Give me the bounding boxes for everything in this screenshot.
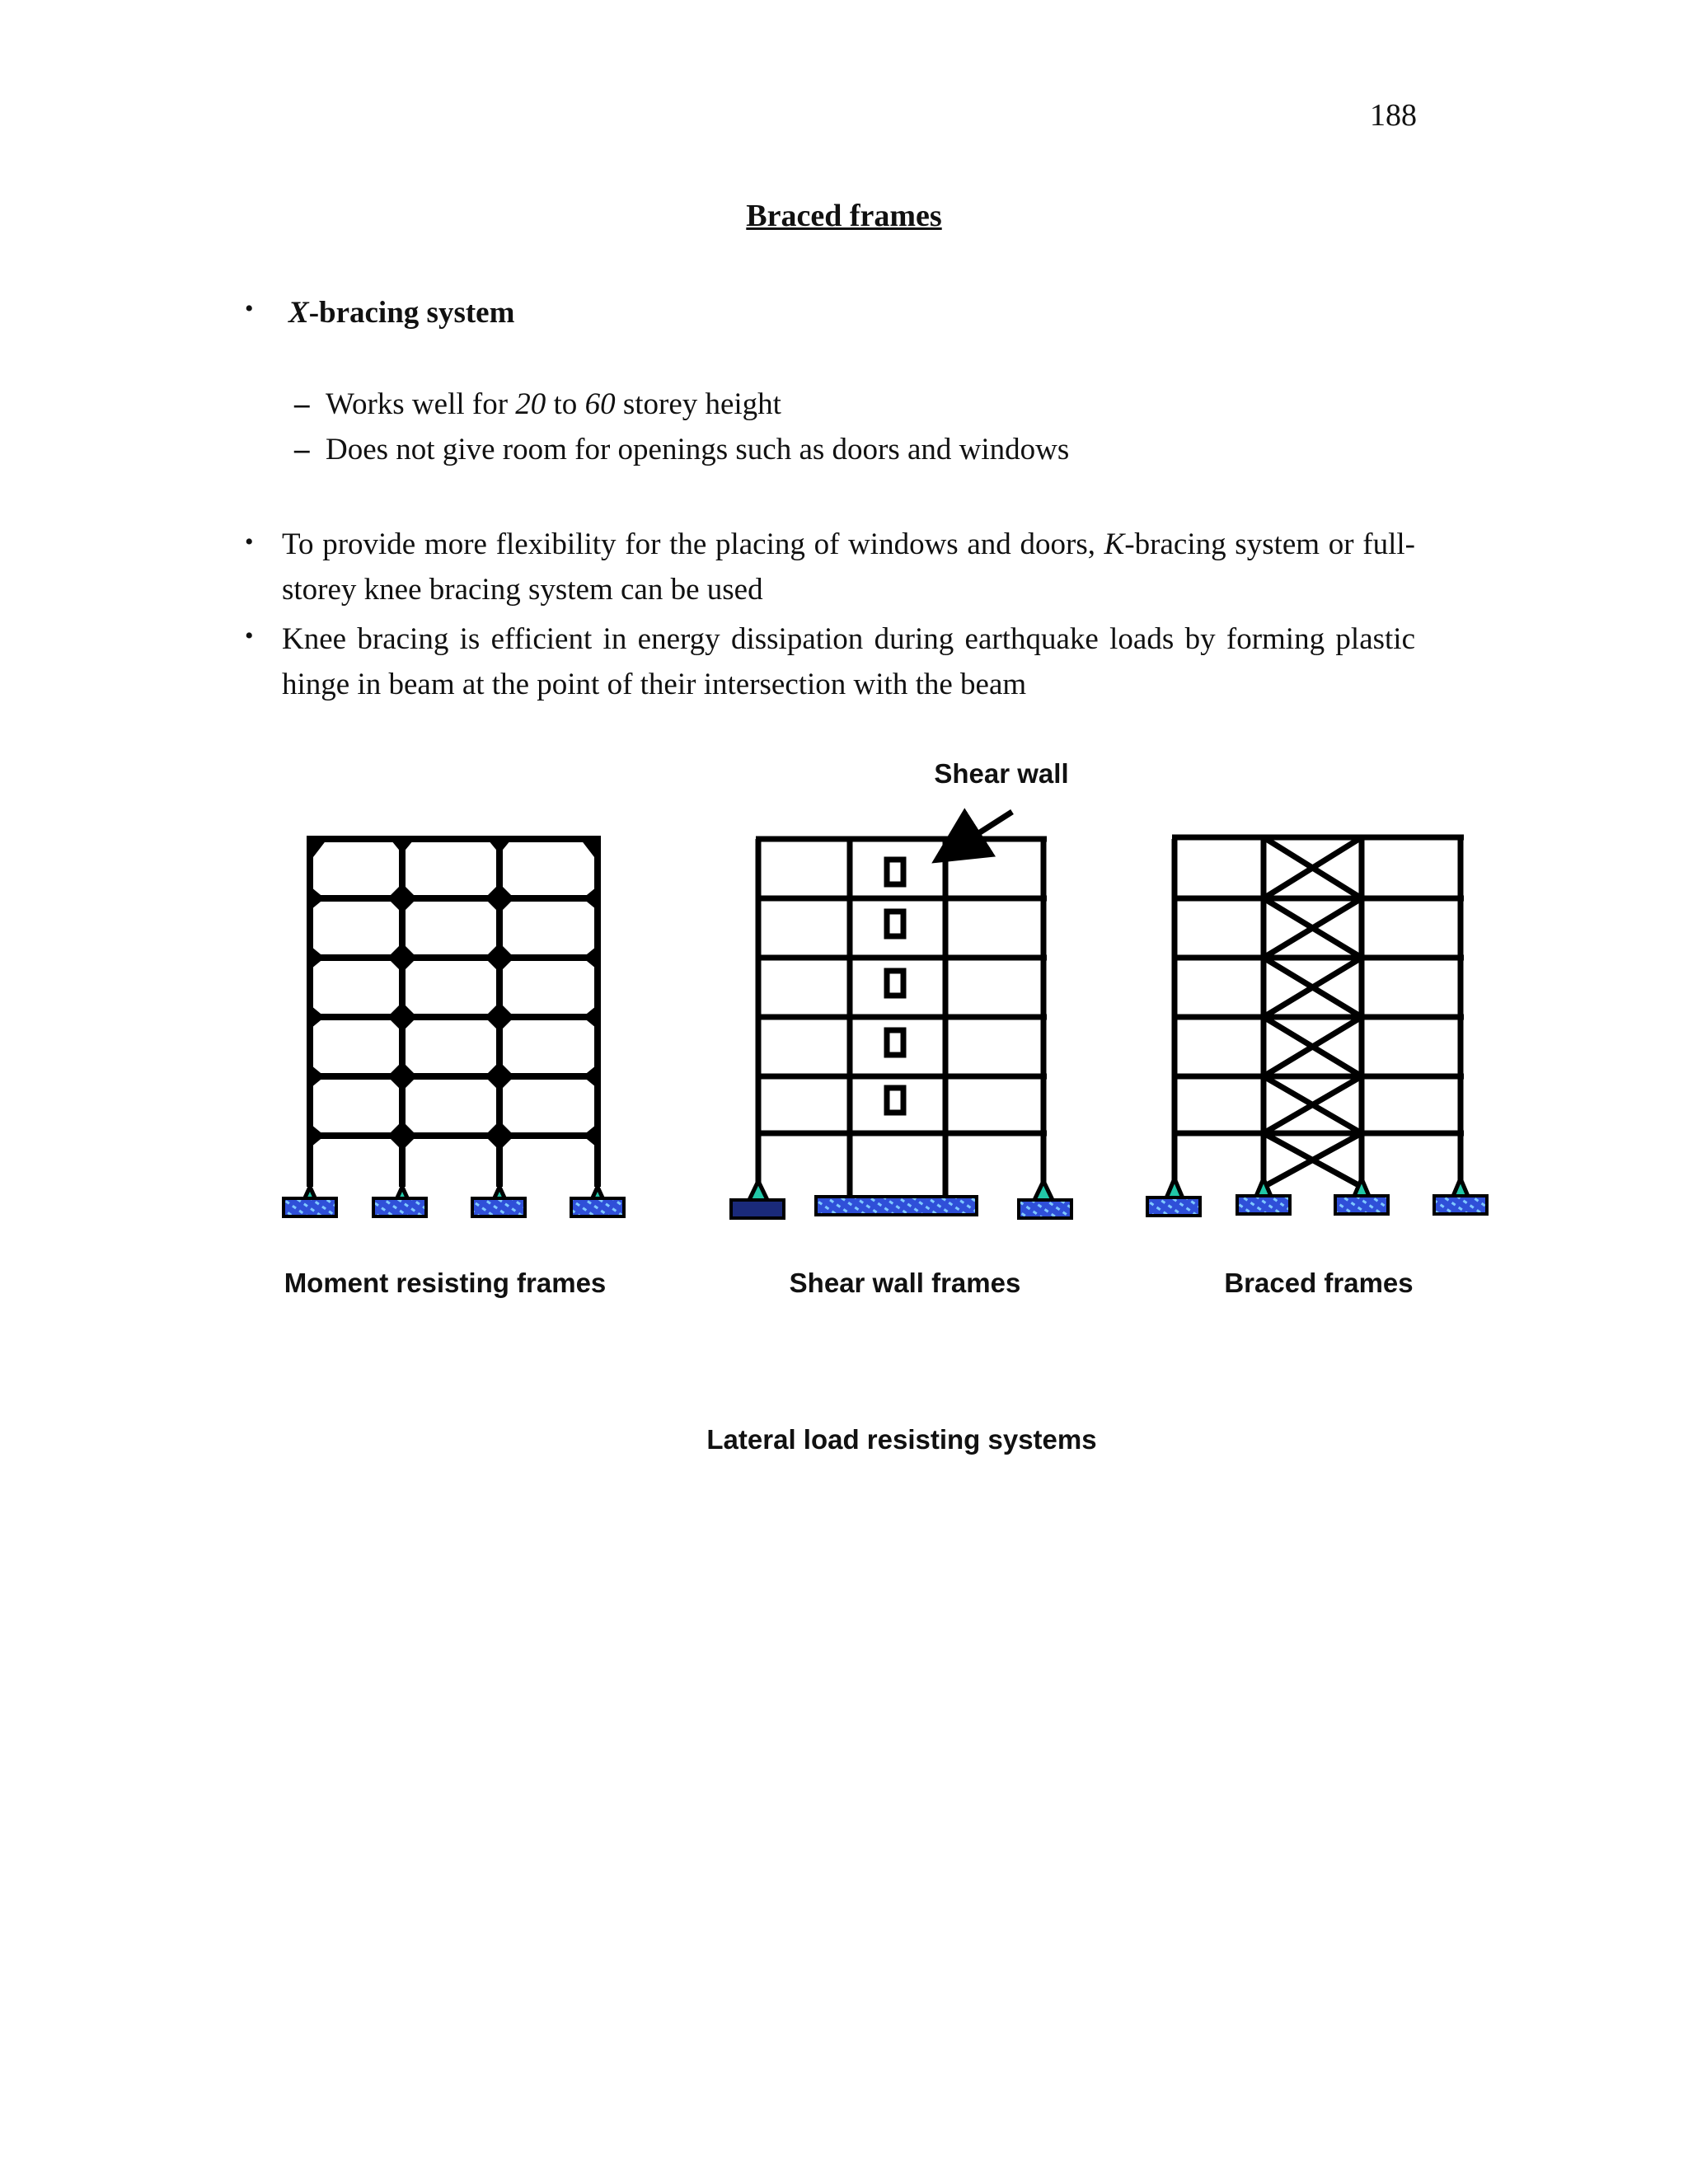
label-shear-wall-frames: Shear wall frames: [789, 1268, 1021, 1298]
moment-joint: [387, 943, 417, 972]
bullet-dot: •: [245, 295, 254, 322]
moment-joint: [485, 1062, 514, 1091]
paragraph-flexibility: [282, 522, 1415, 612]
moment-joint: [583, 1002, 601, 1032]
dash1-text-a: Works well for: [326, 387, 516, 421]
p1-text-b: K: [1104, 527, 1125, 561]
dash1-text-b: 20: [515, 387, 546, 421]
moment-joint: [485, 943, 514, 972]
x-brace: [1264, 1133, 1362, 1187]
shear-wall-footings: [731, 1197, 1071, 1218]
bullet-x-letter: X: [288, 296, 309, 330]
moment-frame-supports: [302, 1187, 606, 1205]
braced-frame-supports: [1165, 1179, 1470, 1200]
moment-frame-joints: [307, 836, 601, 1151]
bullet-dot: •: [245, 528, 254, 555]
page-heading: Braced frames: [746, 199, 942, 233]
dash1-text-c: to: [546, 387, 585, 421]
paragraph-knee-bracing: Knee bracing is efficient in energy dissipation during earthquake loads by forming plastic hinge in beam at the point of their intersection with the beam: [282, 622, 1415, 701]
dash1-text-e: storey height: [615, 387, 781, 421]
x-brace: [1264, 958, 1362, 1017]
x-brace: [1264, 1076, 1362, 1133]
x-brace: [1264, 1017, 1362, 1076]
x-brace: [1264, 1076, 1362, 1133]
dash-marker: –: [294, 433, 310, 466]
x-brace: [1264, 898, 1362, 958]
moment-joint: [485, 1121, 514, 1151]
moment-joint: [307, 1121, 325, 1151]
moment-joint: [583, 943, 601, 972]
x-brace: [1264, 1133, 1362, 1187]
dash-item-storey-height: [326, 382, 781, 428]
label-moment-resisting-frames: Moment resisting frames: [284, 1268, 607, 1298]
moment-resisting-frame: [307, 839, 601, 1187]
moment-joint: [307, 883, 325, 913]
moment-joint: [307, 1002, 325, 1032]
shear-wall-pointer-arrow: [941, 812, 1012, 857]
moment-joint: [387, 1062, 417, 1091]
p1-text-c: -bracing system or full-storey knee bracing system can be used: [282, 527, 1415, 607]
moment-joint: [307, 943, 325, 972]
moment-joint: [583, 1121, 601, 1151]
moment-joint: [485, 883, 514, 913]
shear-wall-frame: [756, 839, 1047, 1199]
dash1-text-d: 60: [584, 387, 616, 421]
moment-frame-footings: [284, 1198, 624, 1216]
p1-text-a: To provide more flexibility for the placing of windows and doors,: [282, 527, 1104, 561]
bullet-x-text: -bracing system: [308, 296, 515, 330]
shear-wall-openings: [887, 860, 903, 1113]
shear-wall-supports: [748, 1181, 1053, 1202]
moment-joint: [583, 1062, 601, 1091]
bullet-dot: •: [245, 622, 254, 649]
label-braced-frames: Braced frames: [1224, 1268, 1414, 1298]
moment-joint: [387, 1002, 417, 1032]
bullet-x-bracing: [288, 290, 514, 336]
x-brace: [1264, 837, 1362, 898]
x-brace: [1264, 1017, 1362, 1076]
moment-joint: [387, 883, 417, 913]
x-brace: [1264, 898, 1362, 958]
x-brace: [1264, 837, 1362, 898]
page-number: 188: [1370, 98, 1417, 133]
braced-frame-footings: [1147, 1196, 1487, 1216]
moment-joint: [485, 1002, 514, 1032]
moment-joint: [307, 1062, 325, 1091]
dash-item-openings: Does not give room for openings such as doors and windows: [326, 433, 1070, 466]
shear-wall-label: Shear wall: [934, 758, 1069, 789]
braced-frame: [1172, 837, 1464, 1187]
x-brace: [1264, 958, 1362, 1017]
moment-joint: [387, 1121, 417, 1151]
dash-marker: –: [294, 387, 310, 421]
moment-joint: [583, 883, 601, 913]
figure-caption: Lateral load resisting systems: [706, 1424, 1097, 1455]
